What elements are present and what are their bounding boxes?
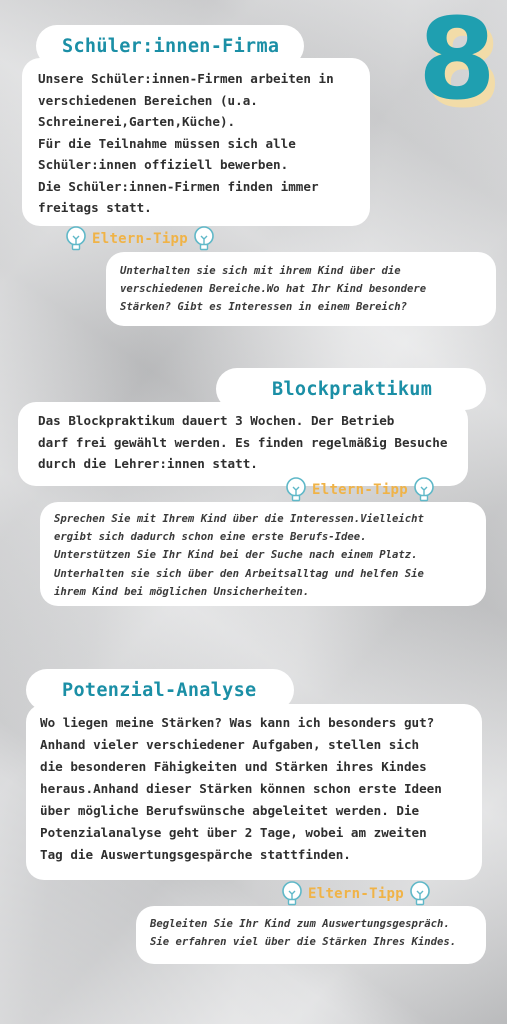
text-line: heraus.Anhand dieser Stärken können schon erste Ideen (40, 781, 442, 796)
tip-box (40, 502, 486, 606)
text-line: Tag die Auswertungsgespärche stattfinden. (40, 847, 351, 862)
tip-line: Begleiten Sie Ihr Kind zum Auswertungsgespräch. (150, 918, 450, 930)
tip-label-text: Eltern-Tipp (312, 482, 409, 498)
eltern-tipp-label (284, 476, 436, 504)
section-title: Potenzial-Analyse (62, 679, 257, 701)
text-line: freitags statt. (38, 200, 152, 215)
text-line: über mögliche Berufswünsche abgeleitet werden. Die (40, 803, 420, 818)
text-line: Unsere Schüler:innen-Firmen arbeiten in (38, 71, 334, 86)
text-line: die besonderen Fähigkeiten und Stärken ihres Kindes (40, 759, 427, 774)
text-line: Schreinerei,Garten,Küche). (38, 114, 236, 129)
section-title: Schüler:innen-Firma (62, 35, 280, 57)
tip-label-text: Eltern-Tipp (92, 231, 189, 247)
eltern-tipp-label (280, 880, 432, 908)
tip-line: verschiedenen Bereiche.Wo hat Ihr Kind besondere (120, 283, 427, 296)
page-number: 8 (418, 0, 496, 125)
tip-line: Stärken? Gibt es Interessen in einem Bereich? (120, 301, 408, 314)
lightbulb-icon (408, 880, 432, 908)
tip-box (136, 906, 486, 964)
section-text-box (22, 58, 370, 226)
section-text-box (18, 402, 468, 486)
text-line: Die Schüler:innen-Firmen finden immer (38, 178, 319, 194)
tip-line: Unterhalten sie sich mit ihrem Kind über die (120, 265, 401, 277)
text-line: Das Blockpraktikum dauert 3 Wochen. Der Betrieb (38, 413, 395, 428)
text-line: Schüler:innen offiziell bewerben. (38, 157, 289, 172)
lightbulb-icon (412, 476, 436, 504)
tip-line: Sprechen Sie mit Ihrem Kind über die Interessen.Vielleicht (54, 513, 424, 525)
tip-label-text: Eltern-Tipp (308, 886, 405, 902)
lightbulb-icon (284, 476, 308, 504)
text-line: Wo liegen meine Stärken? Was kann ich besonders gut? (40, 715, 435, 730)
text-line: durch die Lehrer:innen statt. (38, 456, 258, 471)
text-line: darf frei gewählt werden. Es finden regelmäßig Besuche (38, 434, 448, 450)
tip-line: ihrem Kind bei möglichen Unsicherheiten. (54, 585, 310, 598)
tip-line: ergibt sich dadurch schon eine erste Berufs-Idee. (54, 531, 367, 544)
lightbulb-icon (280, 880, 304, 908)
tip-line: Sie erfahren viel über die Stärken Ihres Kindes. (150, 936, 457, 949)
text-line: Für die Teilnahme müssen sich alle (38, 135, 296, 151)
section-text-box (26, 704, 482, 880)
lightbulb-icon (192, 225, 216, 253)
eltern-tipp-label (64, 225, 216, 253)
tip-line: Unterhalten sie sich über den Arbeitsalltag und helfen Sie (54, 567, 424, 580)
section-title: Blockpraktikum (272, 378, 433, 400)
text-line: verschiedenen Bereichen (u.a. (38, 92, 258, 108)
lightbulb-icon (64, 225, 88, 253)
tip-box (106, 252, 496, 326)
tip-line: Unterstützen Sie Ihr Kind bei der Suche nach einem Platz. (54, 549, 418, 562)
text-line: Anhand vieler verschiedener Aufgaben, stellen sich (40, 737, 420, 752)
text-line: Potenzialanalyse geht über 2 Tage, wobei am zweiten (40, 825, 427, 840)
